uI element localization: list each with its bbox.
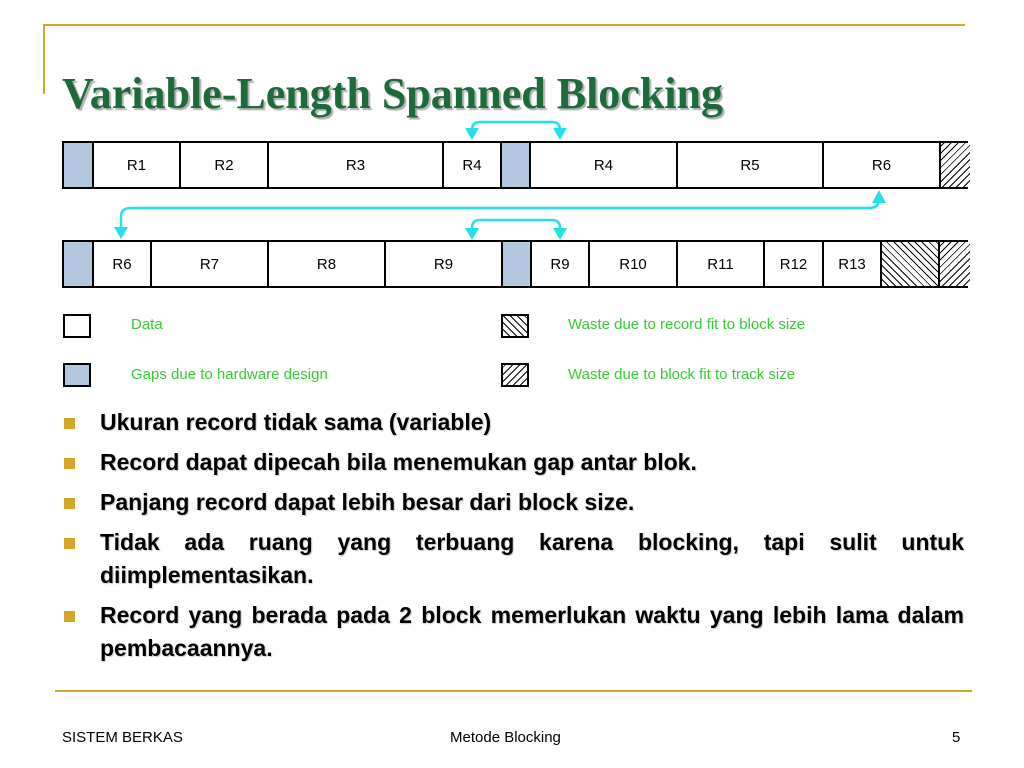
- bullet-item: [62, 526, 964, 592]
- legend-waste-track-swatch: [501, 363, 529, 387]
- bullet-list: [62, 406, 964, 672]
- footer-left: SISTEM BERKAS: [62, 729, 183, 746]
- legend-waste-track-label: Waste due to block fit to track size: [568, 366, 796, 383]
- record-cell-r8: R8: [269, 242, 386, 286]
- bullet-text: Tidak ada ruang yang terbuang karena blocking, tapi sulit untuk diimplementasikan.: [100, 529, 964, 588]
- record-cell-r11: R11: [678, 242, 765, 286]
- legend-data-swatch: [63, 314, 91, 338]
- footer-rule: [55, 690, 972, 692]
- arrowhead-r4-right: [553, 128, 567, 140]
- record-cell-r7: R7: [152, 242, 269, 286]
- arrowhead-r6-up: [872, 190, 886, 203]
- connector-r6-arrow: [121, 199, 879, 229]
- bullet-square-icon: [64, 498, 75, 509]
- bullet-text: Record dapat dipecah bila menemukan gap antar blok.: [100, 449, 697, 475]
- record-cell-r12: R12: [765, 242, 824, 286]
- waste-record-cell: [882, 242, 940, 286]
- bullet-item: [62, 406, 964, 439]
- bullet-square-icon: [64, 458, 75, 469]
- gap-cell: [503, 242, 532, 286]
- record-cell-r5: R5: [678, 143, 824, 187]
- left-accent-line: [43, 24, 45, 94]
- bullet-item: [62, 599, 964, 665]
- gap-cell: [502, 143, 531, 187]
- record-cell-r6: R6: [824, 143, 941, 187]
- gap-cell: [64, 242, 94, 286]
- bullet-item: [62, 446, 964, 479]
- record-cell-r2: R2: [181, 143, 269, 187]
- slide-title: Variable-Length Spanned Blocking: [62, 69, 723, 118]
- arrowhead-r9-left: [465, 228, 479, 240]
- record-cell-r9: R9: [386, 242, 503, 286]
- bullet-item: [62, 486, 964, 519]
- record-cell-r13: R13: [824, 242, 882, 286]
- top-accent-line: [43, 24, 965, 26]
- bullet-text: Panjang record dapat lebih besar dari block size.: [100, 489, 635, 515]
- record-cell-r4: R4: [531, 143, 678, 187]
- arrowhead-r4-left: [465, 128, 479, 140]
- record-cell-r3: R3: [269, 143, 444, 187]
- bullet-square-icon: [64, 611, 75, 622]
- waste-track-cell: [940, 242, 970, 286]
- legend-waste-record-label: Waste due to record fit to block size: [568, 316, 806, 333]
- bullet-square-icon: [64, 538, 75, 549]
- record-cell-r10: R10: [590, 242, 678, 286]
- record-cell-r4: R4: [444, 143, 502, 187]
- connector-r9-arrow: [472, 220, 560, 236]
- waste-track-cell: [941, 143, 970, 187]
- bullet-text: Ukuran record tidak sama (variable): [100, 409, 492, 435]
- record-cell-r9: R9: [532, 242, 590, 286]
- page-number: 5: [952, 729, 961, 746]
- legend-waste-record-swatch: [501, 314, 529, 338]
- record-cell-r1: R1: [94, 143, 181, 187]
- arrowhead-r9-right: [553, 228, 567, 240]
- footer-center: Metode Blocking: [450, 729, 561, 746]
- bullet-square-icon: [64, 418, 75, 429]
- legend-data-label: Data: [131, 316, 163, 333]
- bullet-text: Record yang berada pada 2 block memerlukan waktu yang lebih lama dalam pembacaannya.: [100, 602, 964, 661]
- gap-cell: [64, 143, 94, 187]
- connector-r4-arrow: [472, 122, 560, 137]
- record-cell-r6: R6: [94, 242, 152, 286]
- block-row-1: [62, 141, 968, 189]
- block-row-2: [62, 240, 968, 288]
- arrowhead-r6-down: [114, 227, 128, 239]
- legend-gap-label: Gaps due to hardware design: [131, 366, 328, 383]
- legend-gap-swatch: [63, 363, 91, 387]
